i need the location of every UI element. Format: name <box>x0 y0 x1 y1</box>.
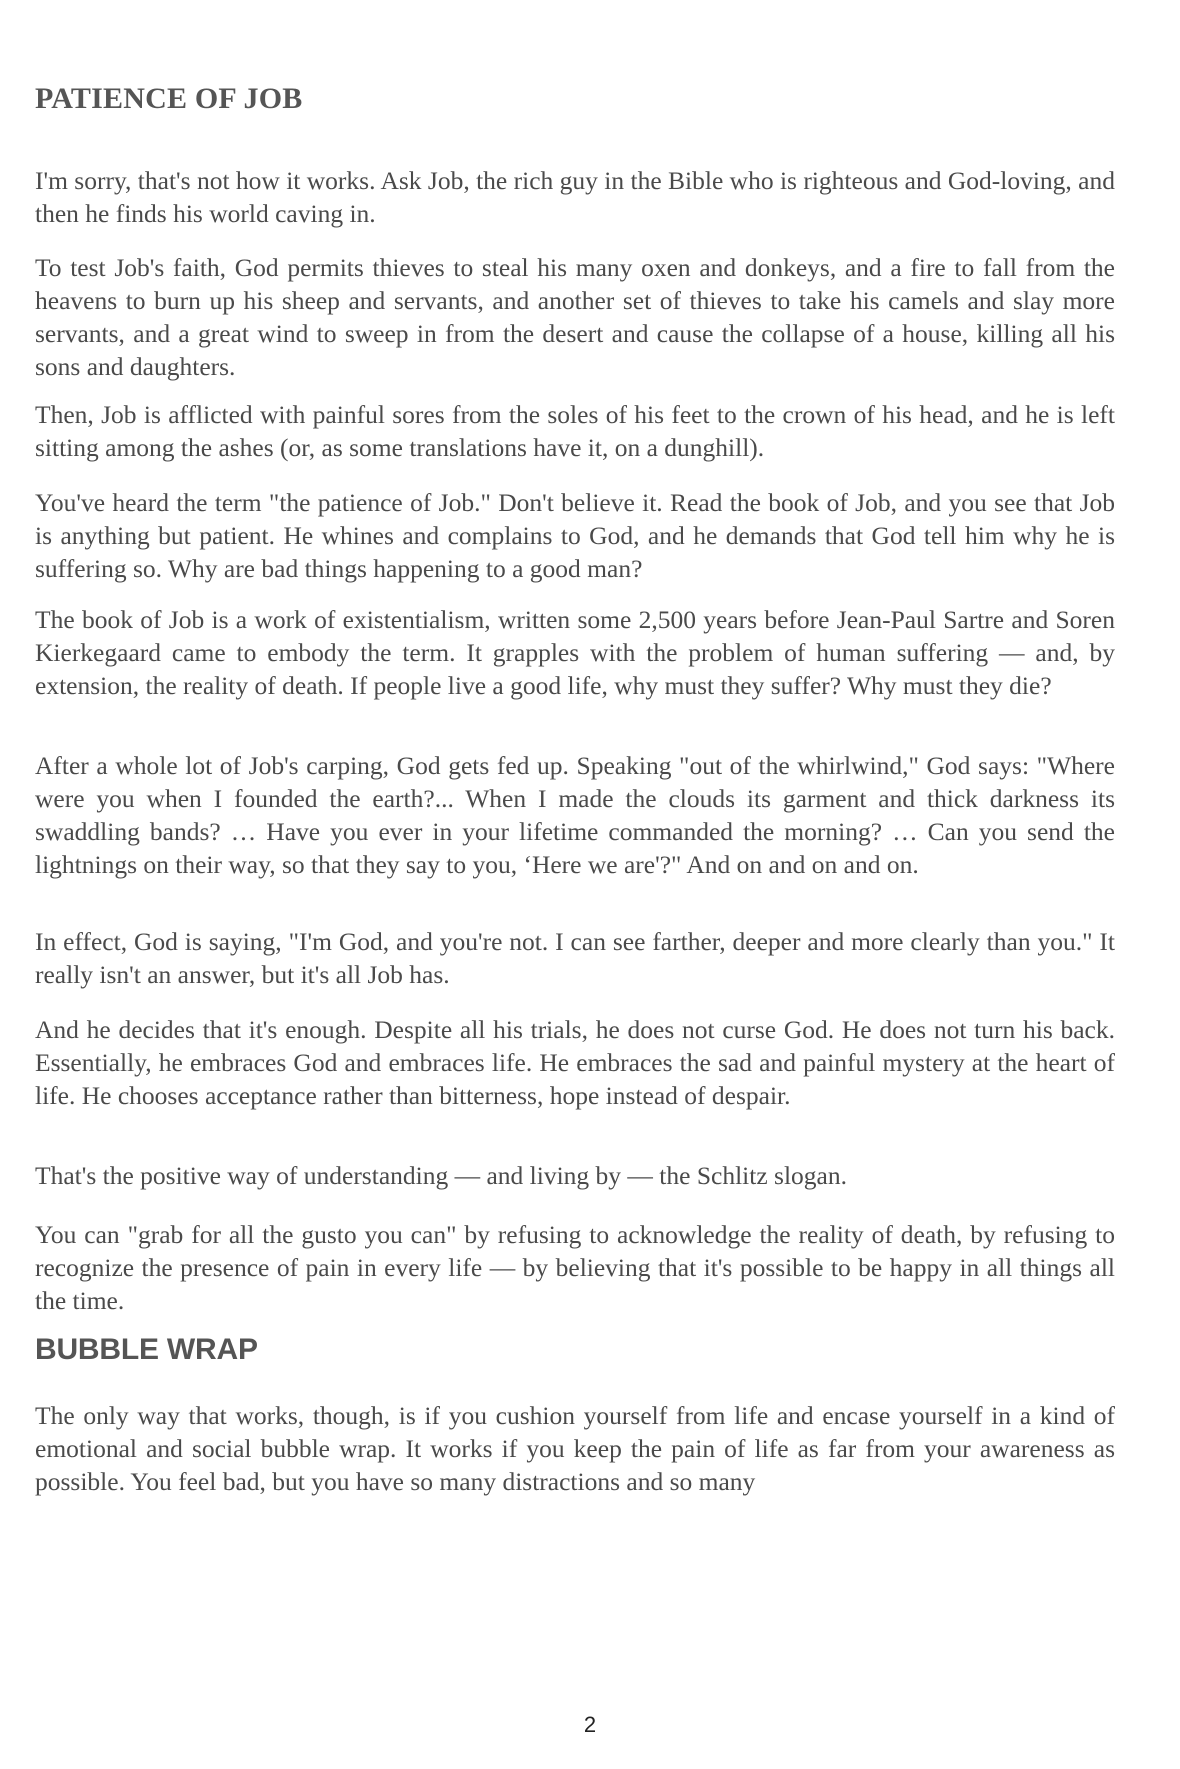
section-heading-bubble-wrap: BUBBLE WRAP <box>35 1333 258 1366</box>
paragraph: I'm sorry, that's not how it works. Ask Job, the rich guy in the Bible who is righteous and God-loving, and then he finds his world caving in. <box>35 166 1115 228</box>
paragraph: The book of Job is a work of existentialism, written some 2,500 years before Jean-Paul Sartre and Soren Kierkegaard came to embody the term. It grapples with the problem of human suffering — and, by extension, the reality of death. If people live a good life, why must they suffer? Why must they die? <box>35 605 1115 700</box>
paragraph: Then, Job is afflicted with painful sores from the soles of his feet to the crown of his head, and he is left sitting among the ashes (or, as some translations have it, on a dunghill). <box>35 400 1115 462</box>
paragraph: You can "grab for all the gusto you can" by refusing to acknowledge the reality of death, by refusing to recognize the presence of pain in every life — by believing that it's possible to be happy in all things all the time. <box>35 1220 1115 1315</box>
paragraph: To test Job's faith, God permits thieves to steal his many oxen and donkeys, and a fire to fall from the heavens to burn up his sheep and servants, and another set of thieves to take his camels and slay more servants, and a great wind to sweep in from the desert and cause the collapse of a house, killing all his sons and daughters. <box>35 253 1115 381</box>
paragraph: And he decides that it's enough. Despite all his trials, he does not curse God. He does not turn his back. Essentially, he embraces God and embraces life. He embraces the sad and painful mystery at the heart of life. He chooses acceptance rather than bitterness, hope instead of despair. <box>35 1015 1115 1110</box>
page-number: 2 <box>583 1712 597 1737</box>
section-heading-patience-of-job: PATIENCE OF JOB <box>35 82 303 115</box>
paragraph: The only way that works, though, is if you cushion yourself from life and encase yourself in a kind of emotional and social bubble wrap. It works if you keep the pain of life as far from your awareness as possible. You feel bad, but you have so many distractions and so many <box>35 1401 1115 1496</box>
paragraph: You've heard the term "the patience of Job." Don't believe it. Read the book of Job, and you see that Job is anything but patient. He whines and complains to God, and he demands that God tell him why he is suffering so. Why are bad things happening to a good man? <box>35 488 1115 583</box>
paragraph: After a whole lot of Job's carping, God gets fed up. Speaking "out of the whirlwind," God says: "Where were you when I founded the earth?... When I made the clouds its garment and thick darkness its swaddling bands? … Have you ever in your lifetime commanded the morning? … Can you send the lightnings on their way, so that they say to you, ‘Here we are'?" And on and on and on. <box>35 751 1115 879</box>
paragraph: In effect, God is saying, "I'm God, and you're not. I can see farther, deeper and more clearly than you." It really isn't an answer, but it's all Job has. <box>35 927 1115 989</box>
paragraph: That's the positive way of understanding — and living by — the Schlitz slogan. <box>35 1161 847 1190</box>
